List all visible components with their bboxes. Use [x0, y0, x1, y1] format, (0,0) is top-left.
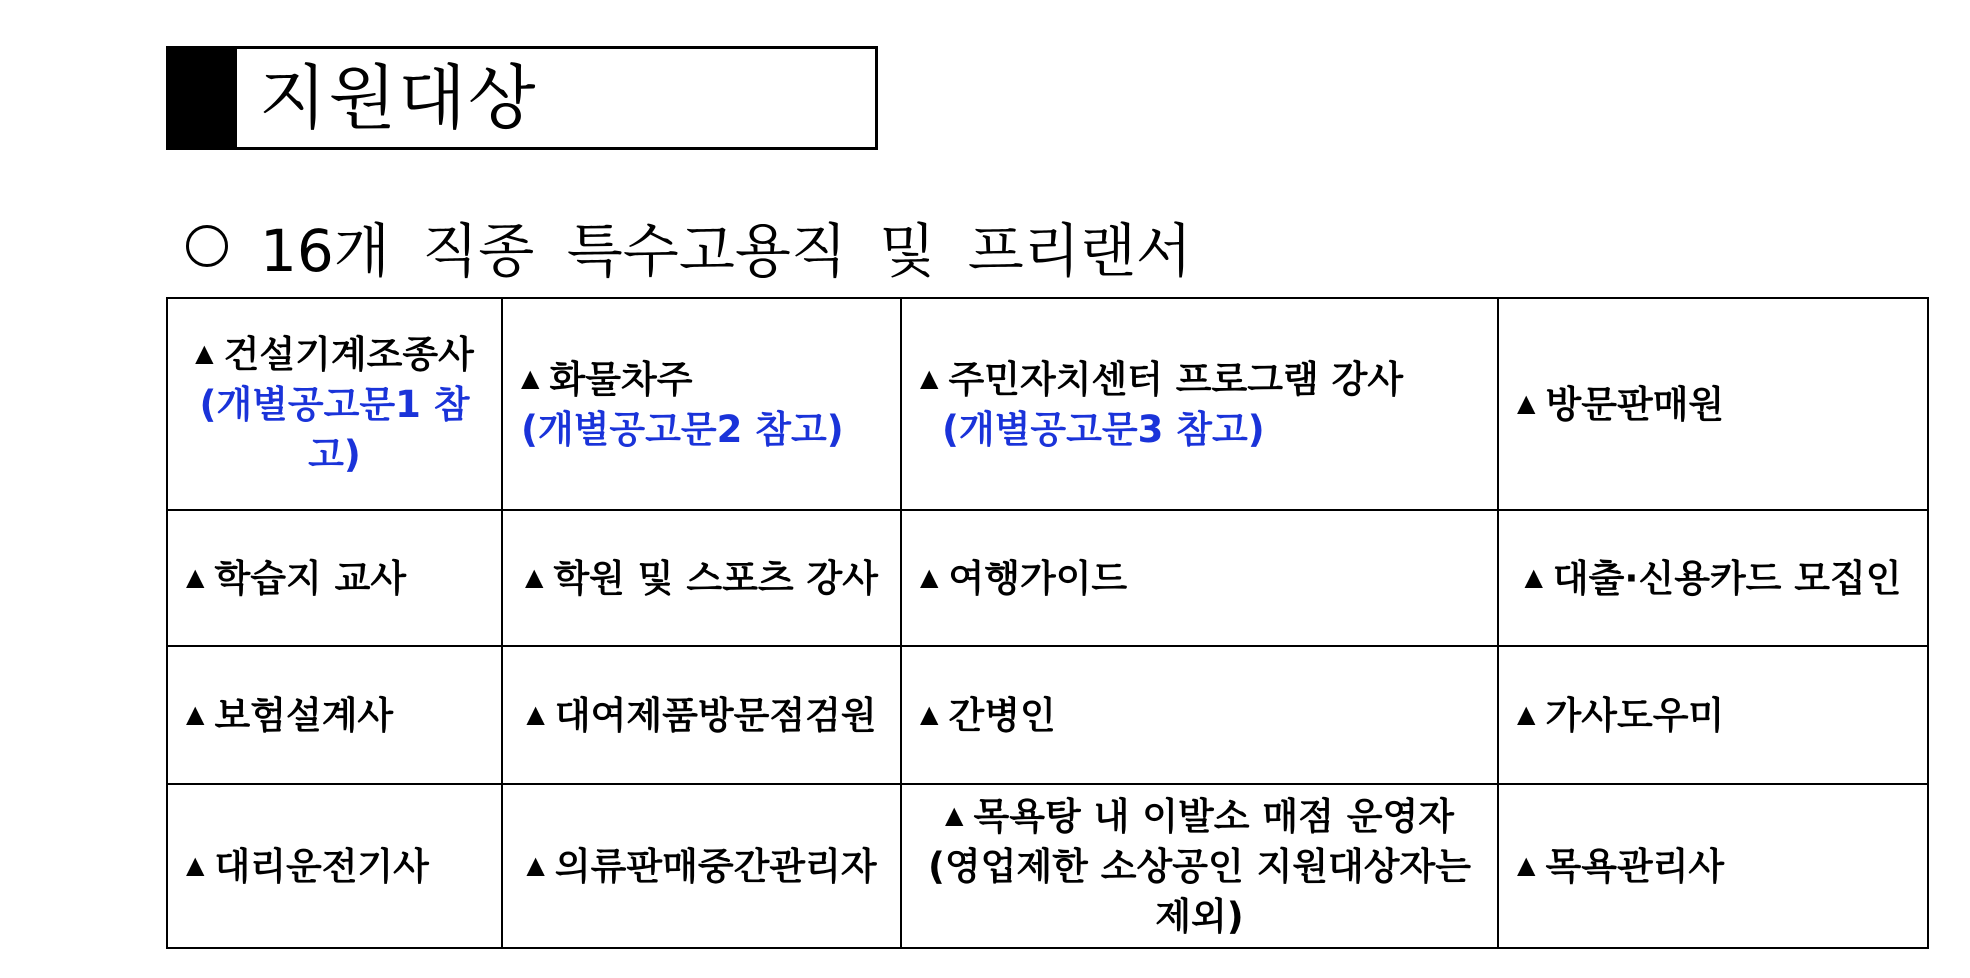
table-cell [1498, 510, 1928, 646]
job-label: 학원 및 스포츠 강사 [553, 557, 879, 600]
job-label: 대출·신용카드 모집인 [1552, 557, 1902, 600]
list-item [521, 552, 882, 604]
triangle-bullet-icon: ▲ [1517, 389, 1536, 417]
job-label: 간병인 [948, 694, 1056, 737]
triangle-bullet-icon: ▲ [521, 364, 540, 392]
table-cell [167, 646, 502, 784]
job-note: (개별공고문3 참고) [942, 408, 1265, 451]
table-row [167, 784, 1928, 948]
list-item [186, 840, 483, 892]
job-types-table [166, 297, 1929, 949]
table-cell [1498, 646, 1928, 784]
triangle-bullet-icon: ▲ [186, 851, 205, 879]
job-label: 화물차주 [549, 358, 693, 401]
table-cell [901, 646, 1498, 784]
job-label: 방문판매원 [1545, 383, 1725, 426]
triangle-bullet-icon: ▲ [526, 700, 545, 728]
table-cell [1498, 298, 1928, 510]
list-item [920, 353, 1479, 405]
triangle-bullet-icon: ▲ [186, 700, 205, 728]
table-cell [901, 510, 1498, 646]
list-item [186, 689, 483, 741]
list-item [920, 689, 1479, 741]
table-cell [502, 646, 901, 784]
table-row [167, 646, 1928, 784]
triangle-bullet-icon: ▲ [186, 563, 205, 591]
section-title-box [166, 46, 878, 150]
list-item [186, 552, 483, 604]
table-cell [167, 510, 502, 646]
job-label: 가사도우미 [1545, 694, 1725, 737]
job-label: 학습지 교사 [214, 557, 407, 600]
job-label: 건설기계조종사 [223, 333, 474, 376]
job-label: 대여제품방문점검원 [554, 694, 877, 737]
table-row [167, 510, 1928, 646]
job-label: 목욕탕 내 이발소 매점 운영자 [973, 795, 1454, 838]
list-item [521, 353, 882, 405]
triangle-bullet-icon: ▲ [1517, 700, 1536, 728]
list-item [521, 689, 882, 741]
triangle-bullet-icon: ▲ [524, 563, 544, 591]
list-item [521, 840, 882, 892]
job-label: 보험설계사 [214, 694, 394, 737]
table-cell [167, 784, 502, 948]
table-cell [502, 784, 901, 948]
job-note: (영업제한 소상공인 지원대상자는 제외) [927, 845, 1472, 938]
table-cell [901, 298, 1498, 510]
triangle-bullet-icon: ▲ [1517, 851, 1536, 879]
job-label: 목욕관리사 [1545, 845, 1725, 888]
list-item [1517, 689, 1909, 741]
subtitle-text: 16개 직종 특수고용직 및 프리랜서 [260, 217, 1192, 285]
job-label: 대리운전기사 [214, 845, 429, 888]
list-item [920, 552, 1479, 604]
table-cell [167, 298, 502, 510]
job-label: 의류판매중간관리자 [554, 845, 877, 888]
table-cell [502, 510, 901, 646]
triangle-bullet-icon: ▲ [1524, 563, 1543, 591]
section-title: 지원대상 [259, 57, 538, 139]
list-item [1517, 840, 1909, 892]
table-cell [1498, 784, 1928, 948]
triangle-bullet-icon: ▲ [945, 801, 964, 829]
job-note: (개별공고문2 참고) [521, 408, 844, 451]
table-cell [502, 298, 901, 510]
list-item [186, 328, 483, 380]
triangle-bullet-icon: ▲ [920, 364, 939, 392]
table-cell [901, 784, 1498, 948]
triangle-bullet-icon: ▲ [526, 851, 545, 879]
triangle-bullet-icon: ▲ [195, 339, 214, 367]
triangle-bullet-icon: ▲ [920, 700, 939, 728]
title-accent-bar [169, 49, 237, 147]
triangle-bullet-icon: ▲ [920, 563, 939, 591]
job-label: 주민자치센터 프로그램 강사 [948, 358, 1404, 401]
job-label: 여행가이드 [948, 557, 1128, 600]
circle-bullet-icon [186, 225, 228, 267]
job-note: (개별공고문1 참고) [199, 383, 470, 476]
list-item [1517, 378, 1909, 430]
subtitle [186, 208, 1192, 284]
list-item [1517, 552, 1909, 604]
table-row [167, 298, 1928, 510]
list-item [920, 790, 1479, 842]
